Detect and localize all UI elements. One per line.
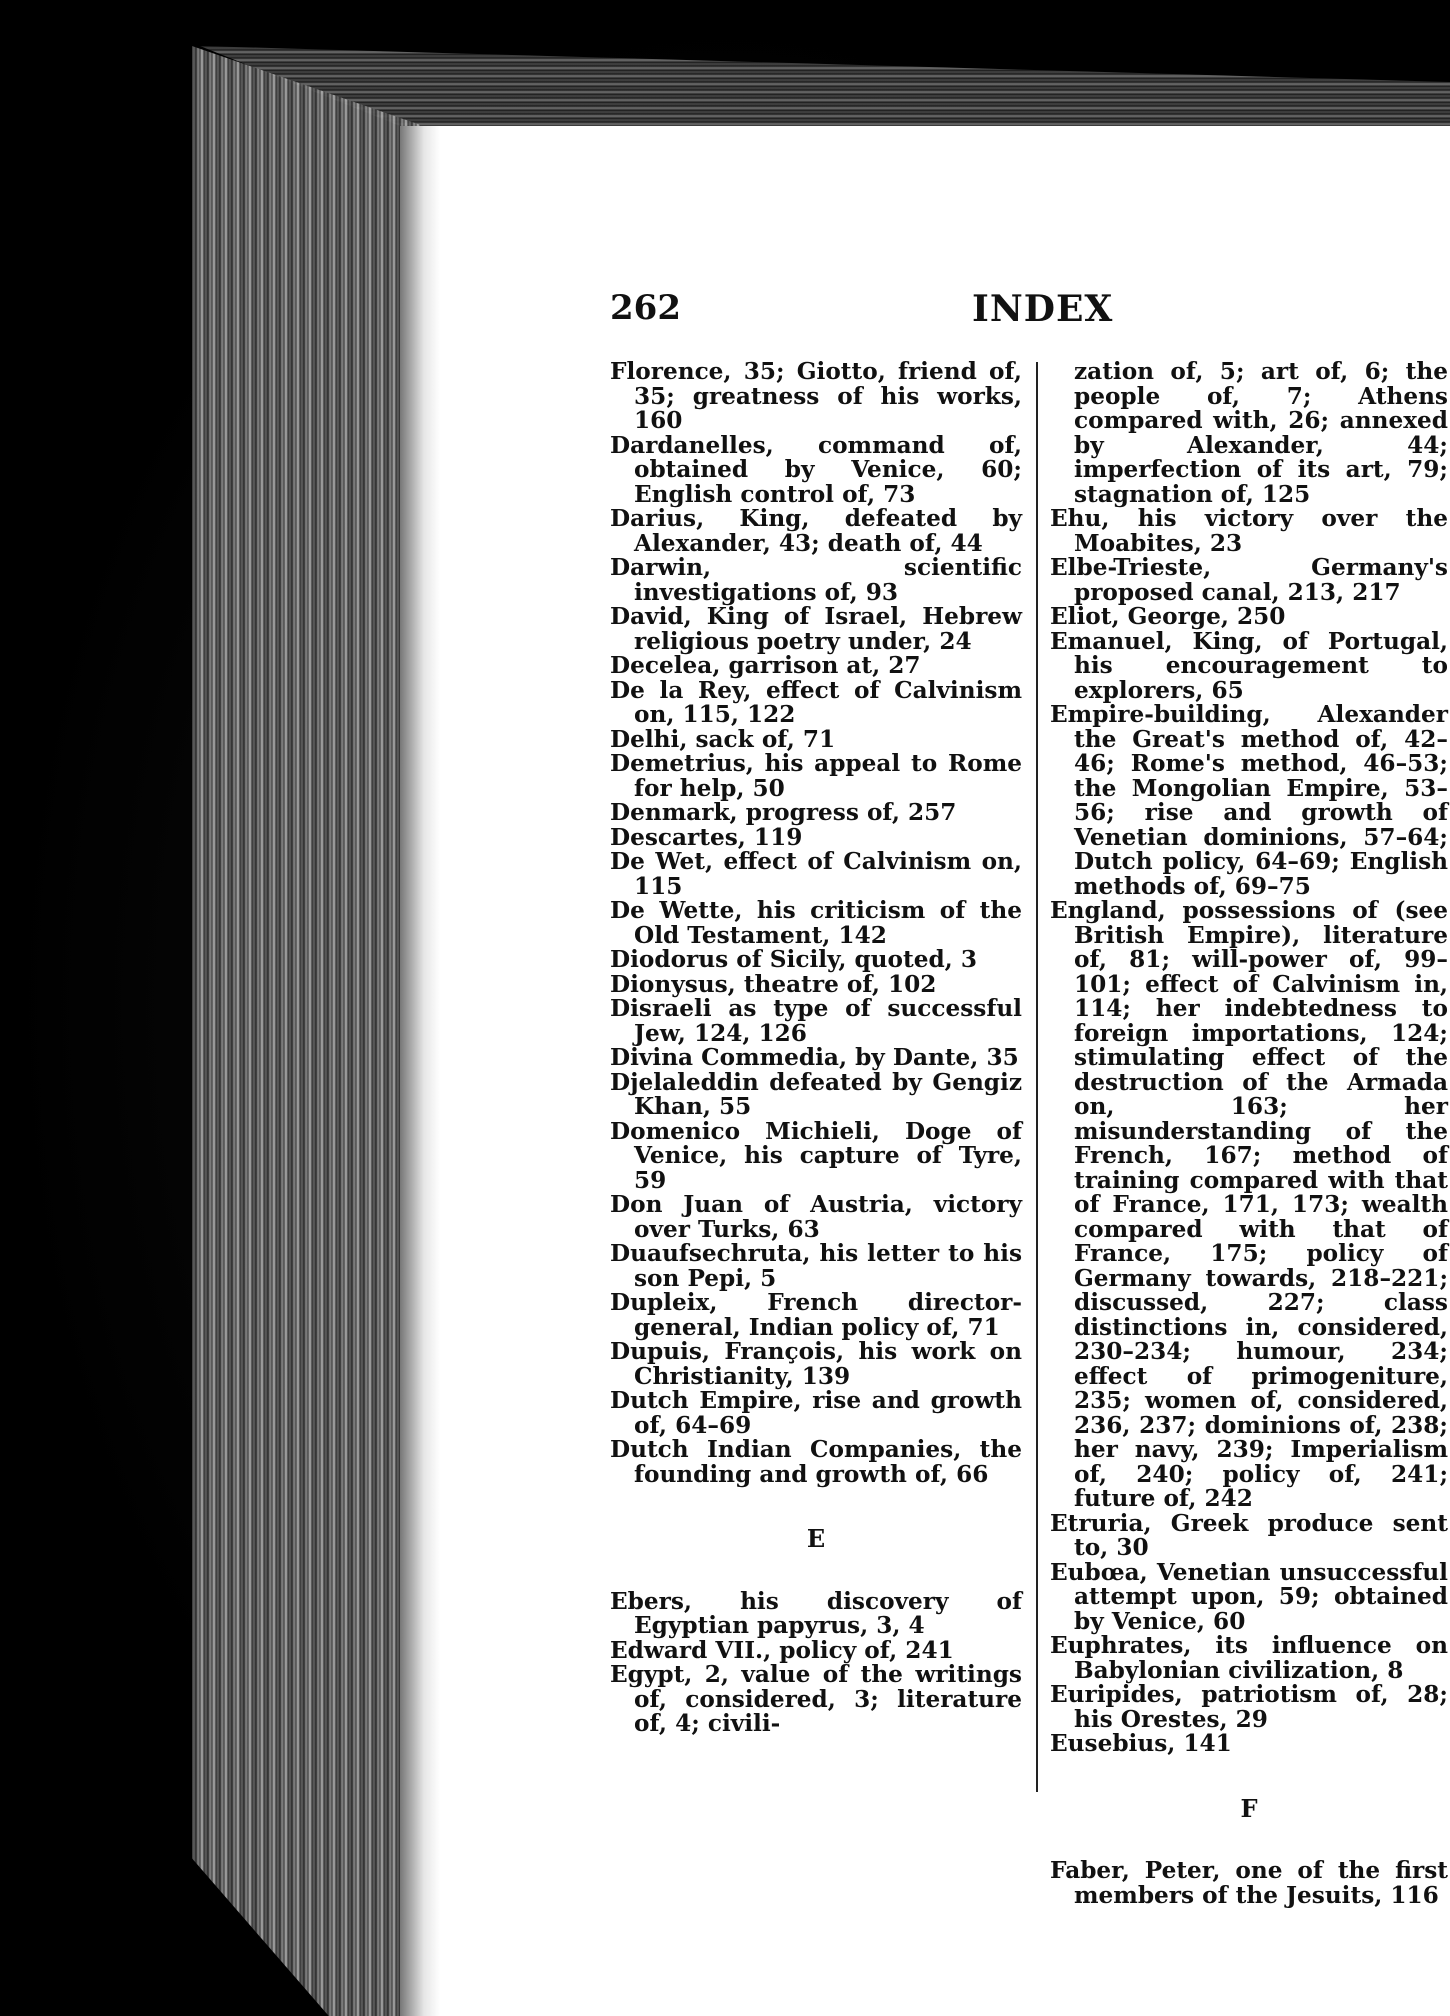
index-entry: Denmark, progress of, 257 (610, 799, 957, 826)
index-entry: Delhi, sack of, 71 (610, 725, 836, 753)
index-entry: Dardanelles, command of, obtained by Venice, 60; English control of, 73 (610, 431, 1022, 508)
index-entry: Dupleix, French director-general, Indian policy of, 71 (610, 1289, 1022, 1341)
index-entry-continued: zation of, 5; art of, 6; the people of, 7; Athens compared with, 26; annexed by Alexander, 44; imperfection of its art, 79; stagnation of, 125 (1074, 358, 1448, 508)
index-entry: Decelea, garrison at, 27 (610, 652, 921, 679)
index-entry: Darius, King, defeated by Alexander, 43; death of, 44 (610, 505, 1022, 557)
running-title: INDEX (972, 288, 1114, 330)
index-column-right (1050, 360, 1448, 1908)
index-entry: Edward VII., policy of, 241 (610, 1636, 954, 1664)
index-entry: Disraeli as type of successful Jew, 124, 126 (610, 995, 1022, 1047)
index-entry: Etruria, Greek produce sent to, 30 (1050, 1509, 1448, 1561)
page-gutter-shadow (400, 126, 440, 2016)
index-entry: De la Rey, effect of Calvinism on, 115, 122 (610, 676, 1022, 728)
index-entry: De Wette, his criticism of the Old Testament, 142 (610, 897, 1022, 949)
index-entry: Ebers, his discovery of Egyptian papyrus, 3, 4 (610, 1587, 1022, 1639)
index-entry: Don Juan of Austria, victory over Turks, 63 (610, 1191, 1022, 1243)
index-entry: Darwin, scientific investigations of, 93 (610, 554, 1022, 606)
page-header (610, 288, 1430, 334)
index-entry: David, King of Israel, Hebrew religious poetry under, 24 (610, 603, 1022, 655)
index-entry: Eubœa, Venetian unsuccessful attempt upon, 59; obtained by Venice, 60 (1050, 1558, 1448, 1635)
index-entry: Emanuel, King, of Portugal, his encouragement to explorers, 65 (1050, 627, 1448, 704)
index-entry: Demetrius, his appeal to Rome for help, 50 (610, 750, 1022, 802)
page-number: 262 (610, 288, 681, 328)
index-entry: Dutch Empire, rise and growth of, 64–69 (610, 1387, 1022, 1439)
index-entry: Eusebius, 141 (1050, 1730, 1232, 1757)
index-entry: Divina Commedia, by Dante, 35 (610, 1044, 1019, 1071)
index-entry: Duaufsechruta, his letter to his son Pepi, 5 (610, 1240, 1022, 1292)
column-divider (1036, 362, 1038, 1792)
index-entry: Djelaleddin defeated by Gengiz Khan, 55 (610, 1068, 1022, 1120)
index-entry: Elbe-Trieste, Germany's proposed canal, 213, 217 (1050, 554, 1448, 606)
book-page-edges (192, 46, 420, 2016)
index-entry: Domenico Michieli, Doge of Venice, his capture of Tyre, 59 (610, 1117, 1022, 1194)
index-column-left (610, 360, 1022, 1737)
index-entry: Faber, Peter, one of the first members of the Jesuits, 116 (1050, 1857, 1448, 1909)
index-entry: Florence, 35; Giotto, friend of, 35; greatness of his works, 160 (610, 358, 1022, 434)
index-entry: Dupuis, François, his work on Christianity, 139 (610, 1338, 1022, 1390)
index-entry: Euphrates, its influence on Babylonian civilization, 8 (1050, 1632, 1448, 1684)
index-entry: Eliot, George, 250 (1050, 603, 1286, 630)
index-entry: Dutch Indian Companies, the founding and growth of, 66 (610, 1436, 1022, 1488)
section-letter-f: F (1240, 1793, 1258, 1823)
index-entry: England, possessions of (see British Empire), literature of, 81; will-power of, 99–101; effect of Calvinism in, 114; her indebtedness to foreign importations, 124; stimulating effect of the destruction of the Armada on, 163; her misunderstanding of the French, 167; method of training compared with that of France, 171, 173; wealth compared with that of France, 175; policy of Germany towards, 218–221; discussed, 227; class distinctions in, considered, 230–234; humour, 234; effect of primogeniture, 235; women of, considered, 236, 237; dominions of, 238; her navy, 239; Imperialism of, 240; policy of, 241; future of, 242 (1050, 897, 1448, 1512)
index-entry: Euripides, patriotism of, 28; his Orestes, 29 (1050, 1681, 1448, 1733)
section-letter-e: E (806, 1524, 826, 1553)
index-entry: Ehu, his victory over the Moabites, 23 (1050, 505, 1448, 557)
index-entry: Empire-building, Alexander the Great's method of, 42–46; Rome's method, 46–53; the Mongolian Empire, 53–56; rise and growth of Venetian dominions, 57–64; Dutch policy, 64–69; English methods of, 69–75 (1050, 701, 1448, 900)
index-entry: Descartes, 119 (610, 823, 803, 851)
index-entry: De Wet, effect of Calvinism on, 115 (610, 848, 1022, 900)
index-entry: Dionysus, theatre of, 102 (610, 970, 937, 998)
index-entry: Diodorus of Sicily, quoted, 3 (610, 946, 977, 973)
index-entry: Egypt, 2, value of the writings of, considered, 3; literature of, 4; civili- (610, 1661, 1022, 1737)
